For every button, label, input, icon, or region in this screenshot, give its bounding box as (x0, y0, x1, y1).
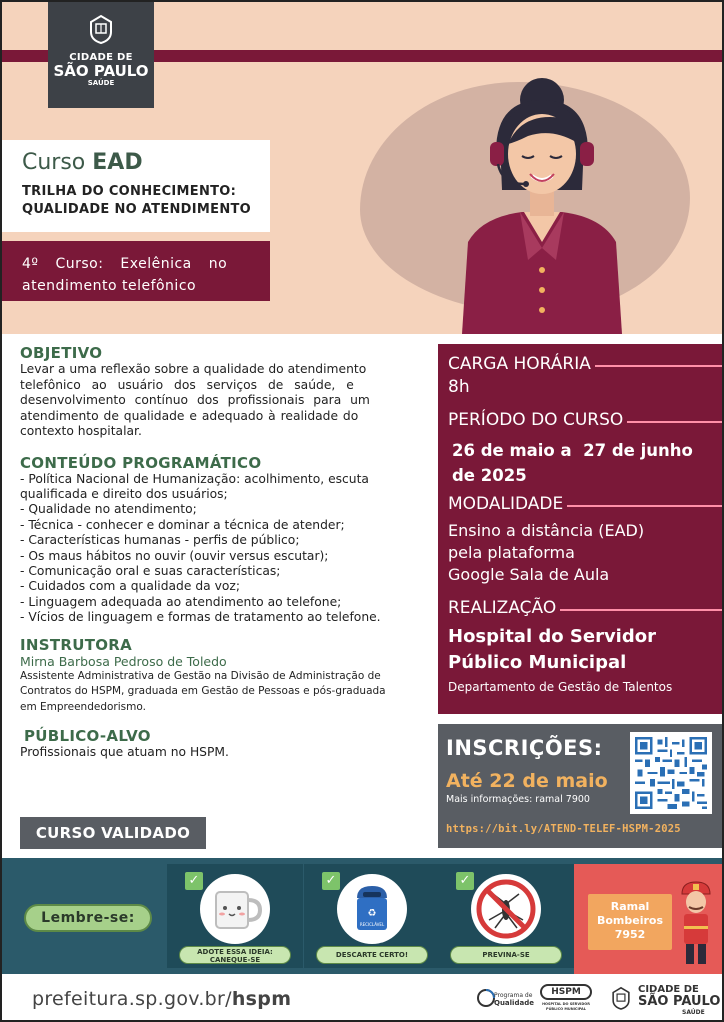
website-link[interactable] (32, 988, 291, 1010)
inscricoes-date: Até 22 de maio (446, 770, 608, 792)
list-item: - Cuidados com a qualidade da voz; (20, 579, 240, 594)
course-info-panel (438, 344, 722, 714)
modalidade-line1: Ensino a distância (EAD) (448, 521, 645, 540)
list-item: - Os maus hábitos no ouvir (ouvir versus escutar); (20, 548, 329, 563)
publico-text: Profissionais que atuam no HSPM. (20, 745, 229, 760)
carga-value: 8h (448, 377, 470, 397)
mug-icon (200, 874, 270, 944)
ramal-box (588, 894, 672, 950)
title-prefix: Curso (22, 150, 86, 175)
list-item: - Qualidade no atendimento; (20, 502, 197, 517)
mosquito-circle (471, 874, 541, 944)
periodo-line1: 26 de maio a 27 de junho (452, 441, 693, 460)
carga-label: CARGA HORÁRIA (448, 354, 712, 376)
periodo-line2: de 2025 (452, 466, 527, 485)
headset-woman-illustration (442, 72, 642, 334)
recycle-bin-icon (337, 874, 407, 944)
realizacao-line1: Hospital do Servidor (448, 626, 656, 647)
bio-line: em Empreendedorismo. (20, 700, 146, 713)
descarte-card (304, 864, 440, 968)
caneque-caption-line2: CANEQUE-SE (209, 956, 261, 964)
course-line2: atendimento telefônico (22, 278, 197, 294)
modalidade-label: MODALIDADE (448, 494, 712, 516)
hspm-logo (540, 984, 592, 1012)
instrutora-name: Mirna Barbosa Pedroso de Toledo (20, 653, 227, 669)
periodo-label: PERÍODO DO CURSO (448, 410, 712, 432)
course-title (22, 150, 270, 175)
modalidade-line3: Google Sala de Aula (448, 565, 610, 584)
footer-city-line1: CIDADE DE (638, 984, 699, 995)
city-logo (48, 2, 154, 108)
hspm-text: HSPM (540, 984, 592, 1000)
logo-line1: CIDADE DE (69, 52, 133, 63)
objetivo-line: Levar a uma reflexão sobre a qualidade do atendimento (20, 362, 367, 376)
course-line1: 4º Curso: Exelênica no (22, 256, 228, 272)
bio-line: Contratos do HSPM, graduada em Gestão de Pessoas e pós-graduada (20, 685, 386, 698)
qr-code-graphic (635, 737, 707, 809)
footer-city-line2: SÃO PAULO (638, 994, 721, 1009)
hspm-subtext: HOSPITAL DO SERVIDOR PÚBLICO MUNICIPAL (542, 1002, 590, 1011)
lembre-se-label: Lembre-se: (24, 904, 152, 932)
logo-line3: SAÚDE (87, 79, 115, 87)
caneque-caption-line1: ADOTE ESSA IDEIA: (197, 948, 273, 956)
bio-line: Assistente Administrativa de Gestão na Divisão de Administração de (20, 669, 381, 682)
firefighter-icon (676, 878, 716, 968)
list-item: - Linguagem adequada ao atendimento ao telefone; (20, 594, 342, 609)
list-item: - Política Nacional de Humanização: acolhimento, escuta (20, 471, 369, 486)
footer-city-logo (608, 982, 721, 1018)
checkmark-icon: ✓ (456, 872, 474, 890)
course-name-box (2, 241, 270, 301)
objetivo-text (20, 362, 422, 440)
checkmark-icon: ✓ (185, 872, 203, 890)
mug-circle (200, 874, 270, 944)
previna-card (438, 864, 574, 968)
title-bold: EAD (92, 150, 143, 175)
website-prefix: prefeitura.sp.gov.br/ (32, 988, 232, 1010)
previna-caption: PREVINA-SE (450, 946, 562, 964)
list-item: qualificada e direito dos usuários; (20, 486, 228, 501)
qualidade-line2: Qualidade (494, 999, 534, 1007)
objetivo-line: atendimento de qualidade e adequado à realidade do (20, 408, 359, 423)
list-item: - Comunicação oral e suas características; (20, 563, 281, 578)
inscricoes-title: INSCRIÇÕES: (446, 736, 603, 760)
bin-circle (337, 874, 407, 944)
modalidade-line2: pela plataforma (448, 543, 575, 562)
ramal-number: 7952 (614, 928, 646, 941)
qualidade-line1: Programa de (494, 992, 533, 999)
objetivo-line: desenvolvimento contínuo dos profissionais para um (20, 393, 370, 407)
curso-validado-badge: CURSO VALIDADO (20, 817, 206, 849)
city-crest-icon (87, 14, 115, 44)
ramal-line1: Ramal (610, 900, 650, 913)
ramal-line2: Bombeiros (596, 914, 664, 927)
caneque-card (167, 864, 303, 968)
footer-city-line3: SAÚDE (682, 1009, 705, 1016)
city-crest-icon (610, 984, 632, 1012)
title-box (2, 140, 270, 232)
realizacao-line2: Público Municipal (448, 652, 627, 673)
objetivo-line: contexto hospitalar. (20, 424, 142, 438)
ramal-bombeiros-card (574, 864, 722, 974)
mosquito-prohibited-icon (471, 874, 541, 944)
periodo-value (448, 438, 712, 488)
realizacao-sub: Departamento de Gestão de Talentos (448, 680, 673, 694)
subtitle-line2: QUALIDADE NO ATENDIMENTO (22, 202, 252, 217)
hero-banner (2, 2, 722, 334)
list-item: - Técnica - conhecer e dominar a técnica de atender; (20, 517, 345, 532)
conteudo-list (20, 472, 422, 626)
realizacao-label: REALIZAÇÃO (448, 598, 712, 620)
bin-label: RECICLÁVEL (359, 922, 385, 927)
svg-text:♻: ♻ (367, 908, 377, 919)
inscricoes-panel (438, 724, 722, 848)
left-column (20, 344, 422, 761)
website-bold: hspm (231, 988, 292, 1010)
descarte-caption: DESCARTE CERTO! (316, 946, 428, 964)
caneque-caption (179, 946, 291, 964)
logo-line2: SÃO PAULO (53, 62, 149, 80)
list-item: - Características humanas - perfis de público; (20, 533, 300, 548)
modalidade-value (448, 520, 712, 586)
objetivo-heading: OBJETIVO (20, 344, 103, 362)
footer (2, 974, 722, 1022)
subtitle-line1: TRILHA DO CONHECIMENTO: (22, 184, 237, 199)
objetivo-line: telefônico ao usuário dos serviços de saúde, e (20, 377, 354, 392)
list-item: - Vícios de linguagem e formas de tratamento ao telefone. (20, 610, 381, 625)
instrutora-bio (20, 669, 422, 716)
publico-heading: PÚBLICO-ALVO (24, 727, 151, 746)
inscricoes-more-info: Mais informações: ramal 7900 (446, 794, 590, 805)
conteudo-heading: CONTEÚDO PROGRAMÁTICO (20, 453, 262, 472)
registration-link[interactable]: https://bit.ly/ATEND-TELEF-HSPM-2025 (446, 823, 681, 835)
quality-icon (476, 988, 496, 1008)
instrutora-heading: INSTRUTORA (20, 635, 133, 654)
realizacao-value (448, 624, 712, 694)
qr-code[interactable] (630, 732, 712, 814)
checkmark-icon: ✓ (322, 872, 340, 890)
